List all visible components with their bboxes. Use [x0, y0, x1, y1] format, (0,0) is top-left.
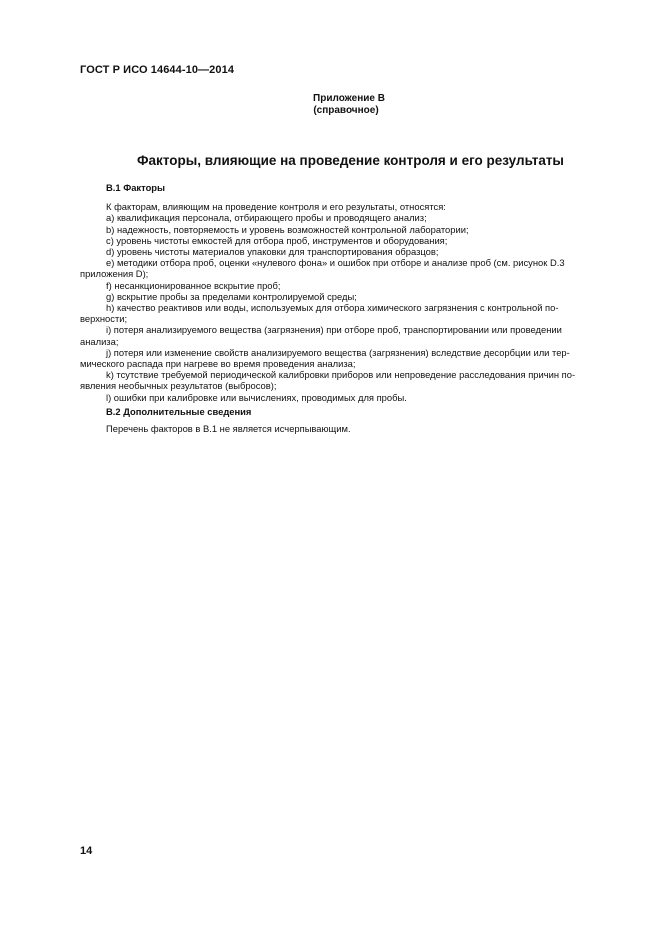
list-item-continuation: явления необычных результатов (выбросов);: [80, 380, 277, 392]
document-header: ГОСТ Р ИСО 14644-10—2014: [80, 64, 235, 76]
list-item: [80, 257, 586, 280]
section-heading-b2: В.2 Дополнительные сведения: [106, 405, 252, 417]
list-item-text: g) вскрытие пробы за пределами контролируемой среды;: [106, 290, 357, 302]
list-item: [106, 235, 586, 246]
list-item-text: d) уровень чистоты материалов упаковки для транспортирования образцов;: [106, 246, 439, 258]
list-item-continuation: анализа;: [80, 335, 119, 347]
list-item-text: а) квалификация персонала, отбирающего пробы и проводящего анализ;: [106, 212, 427, 224]
list-item: [106, 212, 586, 223]
factors-list: [80, 212, 586, 403]
list-item: [80, 302, 586, 325]
section-text: Перечень факторов в В.1 не является исчерпывающим.: [106, 423, 351, 435]
list-item-text: b) надежность, повторяемость и уровень возможностей контрольной лаборатории;: [106, 223, 469, 235]
section-intro: К факторам, влияющим на проведение контроля и его результаты, относятся:: [106, 201, 446, 213]
document-body: [80, 182, 586, 435]
page-title: Факторы, влияющие на проведение контроля и его результаты: [137, 153, 564, 168]
list-item: [106, 291, 586, 302]
list-item: [80, 346, 586, 370]
page-number: 14: [80, 845, 93, 857]
list-item: [106, 392, 586, 403]
annex-subtitle: (справочное): [313, 105, 379, 116]
annex-title: Приложение В: [313, 93, 385, 104]
list-item: [106, 224, 586, 235]
list-item-text: с) уровень чистоты емкостей для отбора проб, инструментов и оборудования;: [106, 234, 448, 246]
list-item-continuation: мического распада при нагреве во время проведения анализа;: [80, 358, 356, 370]
list-item: [80, 324, 586, 347]
list-item-text: h) качество реактивов или воды, используемых для отбора химического загрязнения с контрольной по-: [106, 302, 559, 314]
list-item-text: k) тсутствие требуемой периодической калибровки приборов или непроведение расследования причин по-: [106, 369, 576, 381]
list-item-continuation: верхности;: [80, 313, 128, 325]
list-item-text: i) потеря анализируемого вещества (загрязнения) при отборе проб, транспортировании или проведении: [106, 324, 562, 336]
list-item: [106, 280, 586, 291]
annex-label: [0, 93, 661, 117]
list-item-text: l) ошибки при калибровке или вычислениях, проводимых для пробы.: [106, 391, 407, 403]
list-item-continuation: приложения D);: [80, 268, 149, 280]
list-item-text: j) потеря или изменение свойств анализируемого вещества (загрязнения) вследствие десорбции или тер-: [106, 346, 570, 358]
section-heading-b1: В.1 Факторы: [106, 182, 166, 193]
list-item-text: е) методики отбора проб, оценки «нулевого фона» и ошибок при отборе и анализе проб (см. рисунок D.3: [106, 257, 565, 269]
list-item: [80, 369, 586, 392]
list-item-text: f) несанкционированное вскрытие проб;: [106, 279, 281, 291]
list-item: [106, 246, 586, 257]
